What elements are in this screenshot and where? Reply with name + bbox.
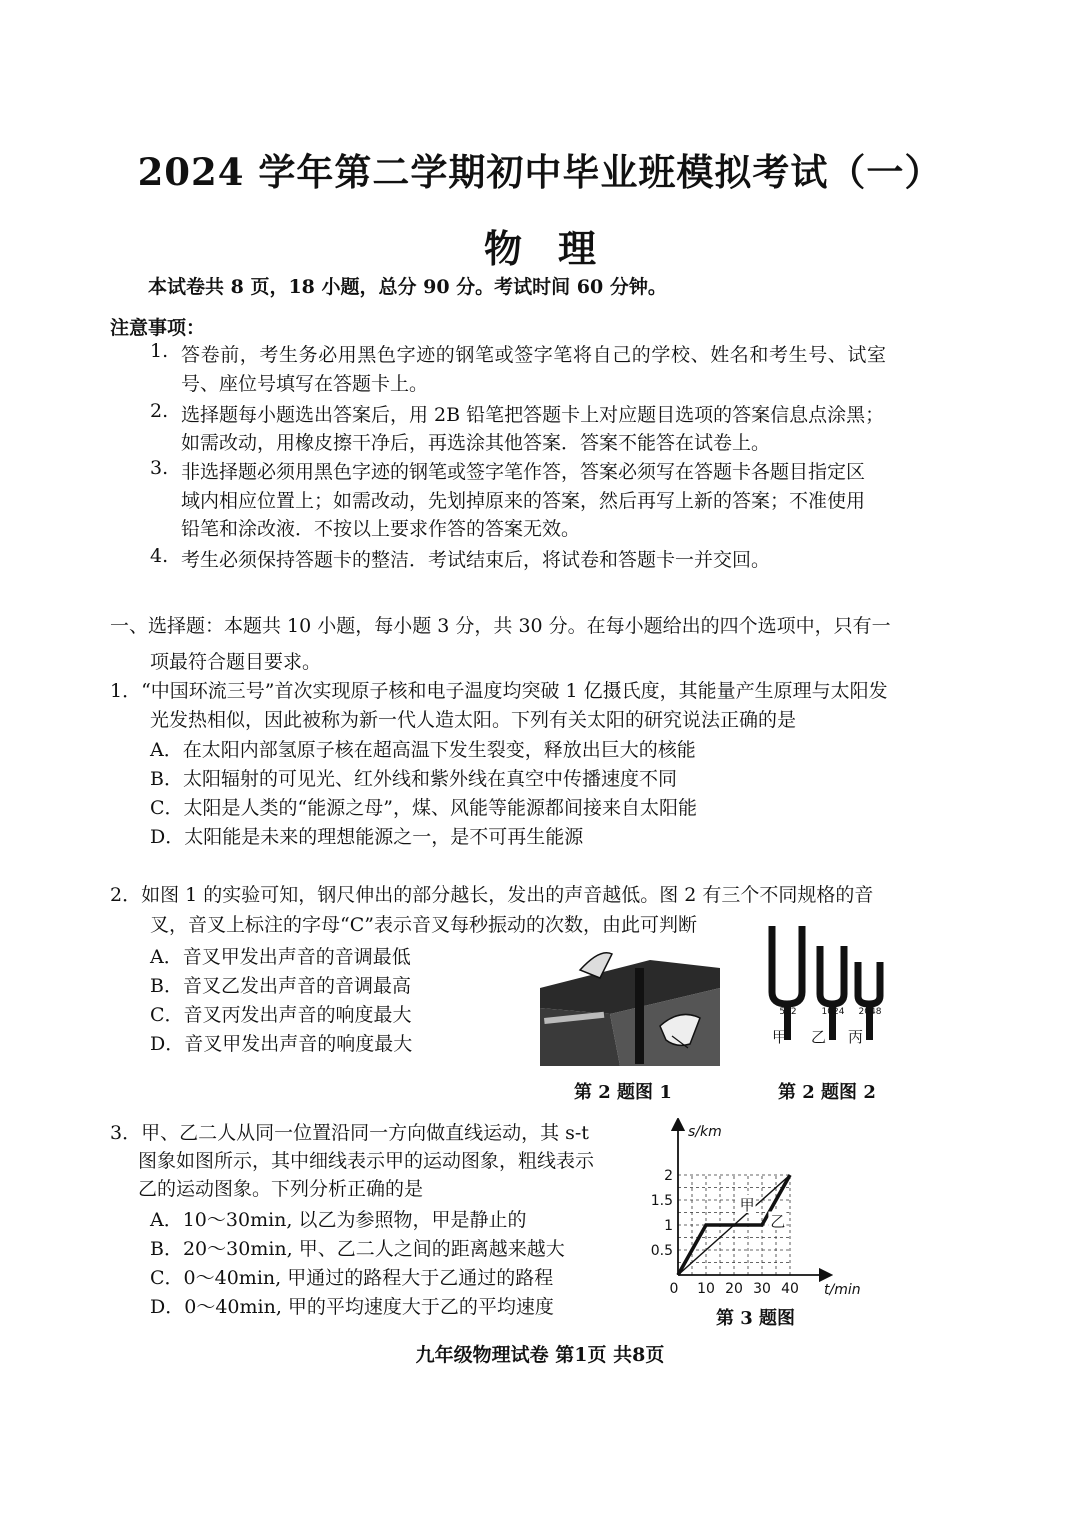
- series-label: 甲: [739, 1196, 755, 1214]
- x-tick-label: 10: [697, 1281, 715, 1297]
- q2-figure-1-caption: 第 2 题图 1: [574, 1082, 672, 1103]
- section-1-line-2: 项最符合题目要求。: [150, 651, 322, 673]
- note-1-line-1: 答卷前，考生务必用黑色字迹的钢笔或签字笔将自己的学校、姓名和考生号、试室: [181, 344, 887, 366]
- x-tick-label: 0: [669, 1281, 679, 1297]
- q1-option-c: C．太阳是人类的“能源之母”，煤、风能等能源都间接来自太阳能: [150, 797, 697, 819]
- section-1-line-1: 一、选择题：本题共 10 小题，每小题 3 分，共 30 分。在每小题给出的四个选项中，只有一: [110, 615, 891, 637]
- q2-stem-line-2: 叉，音叉上标注的字母“C”表示音叉每秒振动的次数，由此可判断: [150, 914, 697, 936]
- q2-option-d: D．音叉甲发出声音的响度最大: [150, 1033, 413, 1055]
- q1-stem-line-1: 1．“中国环流三号”首次实现原子核和电子温度均突破 1 亿摄氏度，其能量产生原理与太阳发: [110, 680, 888, 702]
- q1-option-a: A．在太阳内部氢原子核在超高温下发生裂变，释放出巨大的核能: [150, 739, 696, 761]
- fork-yi-frequency: 1024: [821, 1007, 845, 1017]
- exam-title: 2024 学年第二学期初中毕业班模拟考试（一）: [137, 150, 943, 194]
- x-axis-label: t/min: [824, 1282, 861, 1298]
- fork-bing-frequency: 2048: [858, 1007, 882, 1017]
- y-tick-label: 0.5: [650, 1243, 673, 1259]
- note-3-number: 3.: [150, 457, 169, 479]
- notes-heading: 注意事项：: [110, 317, 206, 339]
- q1-option-d: D．太阳能是未来的理想能源之一，是不可再生能源: [150, 826, 584, 848]
- tuning-forks-figure: [762, 922, 900, 1050]
- note-2-line-1: 选择题每小题选出答案后，用 2B 铅笔把答题卡上对应题目选项的答案信息点涂黑；: [181, 404, 885, 426]
- q3-stem-line-1: 3．甲、乙二人从同一位置沿同一方向做直线运动，其 s-t: [110, 1122, 589, 1144]
- s-t-chart: [640, 1118, 870, 1304]
- note-2-line-2: 如需改动，用橡皮擦干净后，再选涂其他答案．答案不能答在试卷上。: [181, 432, 771, 454]
- note-3-line-1: 非选择题必须用黑色字迹的钢笔或签字笔作答，答案必须写在答题卡各题目指定区: [181, 461, 866, 483]
- note-3-line-2: 域内相应位置上；如需改动，先划掉原来的答案，然后再写上新的答案；不准使用: [181, 490, 866, 512]
- x-tick-label: 40: [781, 1281, 799, 1297]
- y-tick-label: 2: [664, 1168, 673, 1184]
- note-2-number: 2.: [150, 400, 169, 422]
- note-3-line-3: 铅笔和涂改液．不按以上要求作答的答案无效。: [181, 518, 581, 540]
- tuning-fork-jia: [772, 926, 802, 1040]
- fork-jia-label: 甲: [772, 1028, 788, 1046]
- q3-stem-line-2: 图象如图所示，其中细线表示甲的运动图象，粗线表示: [138, 1150, 595, 1172]
- q1-option-b: B．太阳辐射的可见光、红外线和紫外线在真空中传播速度不同: [150, 768, 677, 790]
- exam-intro: 本试卷共 8 页，18 小题，总分 90 分。考试时间 60 分钟。: [148, 276, 667, 298]
- q3-figure-caption: 第 3 题图: [716, 1308, 796, 1329]
- fork-jia-frequency: 512: [779, 1007, 797, 1017]
- q3-option-d: D．0～40min, 甲的平均速度大于乙的平均速度: [150, 1296, 554, 1318]
- x-tick-label: 30: [753, 1281, 771, 1297]
- q3-option-b: B．20～30min, 甲、乙二人之间的距离越来越大: [150, 1238, 565, 1260]
- page-footer: 九年级物理试卷 第1页 共8页: [415, 1344, 665, 1366]
- note-1-number: 1.: [150, 340, 169, 362]
- steel-ruler-figure: [540, 948, 720, 1066]
- q3-option-c: C．0～40min, 甲通过的路程大于乙通过的路程: [150, 1267, 554, 1289]
- tuning-fork-yi: [820, 946, 844, 1040]
- fork-bing-label: 丙: [848, 1028, 864, 1046]
- series-label: 乙: [770, 1212, 786, 1231]
- y-tick-label: 1.5: [650, 1193, 673, 1209]
- fork-yi-label: 乙: [811, 1028, 827, 1046]
- q2-option-b: B．音叉乙发出声音的音调最高: [150, 975, 411, 997]
- q2-option-a: A．音叉甲发出声音的音调最低: [150, 946, 411, 968]
- note-4-number: 4.: [150, 545, 169, 567]
- q3-option-a: A．10～30min, 以乙为参照物，甲是静止的: [150, 1209, 527, 1231]
- q2-stem-line-1: 2．如图 1 的实验可知，钢尺伸出的部分越长，发出的声音越低。图 2 有三个不同规格的音: [110, 884, 874, 906]
- x-tick-label: 20: [725, 1281, 743, 1297]
- y-axis-label: s/km: [688, 1124, 722, 1140]
- q3-stem-line-3: 乙的运动图象。下列分析正确的是: [138, 1178, 424, 1200]
- note-4-line-1: 考生必须保持答题卡的整洁．考试结束后，将试卷和答题卡一并交回。: [181, 549, 771, 571]
- q1-stem-line-2: 光发热相似，因此被称为新一代人造太阳。下列有关太阳的研究说法正确的是: [150, 709, 797, 731]
- q2-figure-2-caption: 第 2 题图 2: [778, 1082, 876, 1103]
- y-tick-label: 1: [664, 1218, 673, 1234]
- note-1-line-2: 号、座位号填写在答题卡上。: [181, 373, 429, 395]
- q2-option-c: C．音叉丙发出声音的响度最大: [150, 1004, 412, 1026]
- subject-title: 物理: [483, 226, 632, 271]
